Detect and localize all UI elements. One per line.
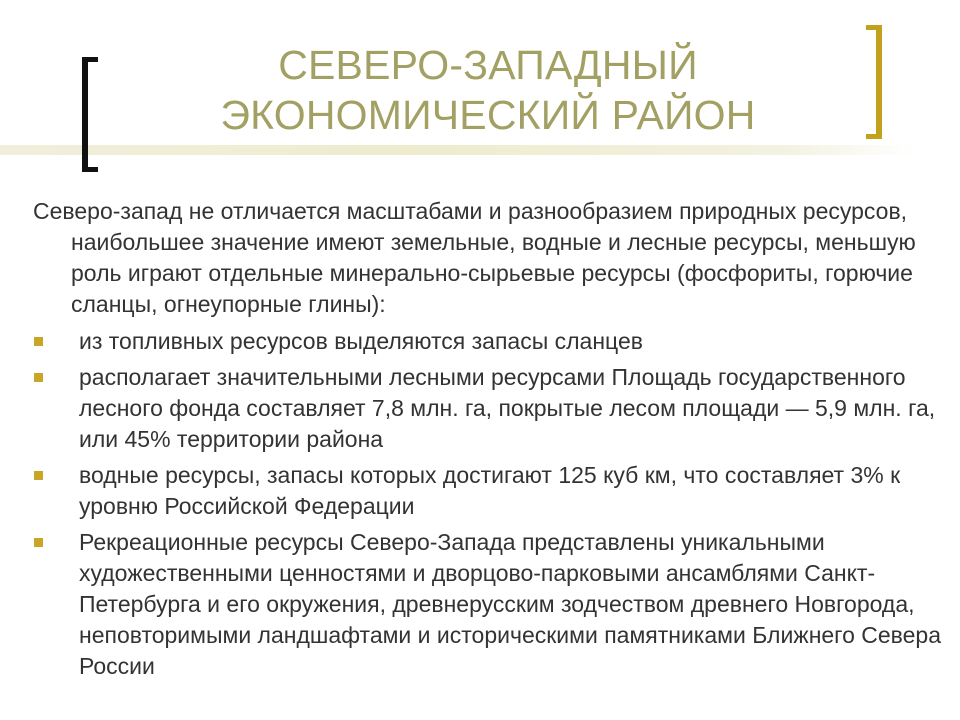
square-bullet-icon	[34, 471, 43, 480]
square-bullet-icon	[34, 538, 43, 547]
bullet-item	[33, 362, 953, 455]
title-line-1: СЕВЕРО-ЗАПАДНЫЙ	[278, 42, 698, 88]
title-underline-band	[0, 145, 915, 155]
title-line-2: ЭКОНОМИЧЕСКИЙ РАЙОН	[220, 92, 756, 138]
bullet-text: Рекреационные ресурсы Северо-Запада представлены уникальными художественными ценностями и дворцово-парковыми ансамблями Санкт-Петербурга и его окружения, древнерусским зодчеством древнего Новгорода, неповторимыми ландшафтами и историческими памятниками Ближнего Севера России	[79, 529, 941, 679]
bullet-text: водные ресурсы, запасы которых достигают 125 куб км, что составляет 3% к уровню Российской Федерации	[79, 462, 901, 519]
bullet-item	[33, 460, 953, 522]
left-bracket-decoration	[82, 57, 98, 172]
square-bullet-icon	[34, 373, 43, 382]
slide-title	[120, 40, 856, 140]
bullet-item	[33, 527, 953, 682]
intro-paragraph: Северо-запад не отличается масштабами и разнообразием природных ресурсов, наибольшее значение имеют земельные, водные и лесные ресурсы, меньшую роль играют отдельные минерально-сырьевые ресурсы (фосфориты, горючие сланцы, огнеупорные глины):	[33, 198, 916, 317]
slide-content	[33, 196, 953, 687]
bullet-item	[33, 326, 953, 357]
bullet-text: из топливных ресурсов выделяются запасы сланцев	[79, 328, 643, 354]
right-bracket-decoration	[866, 25, 882, 139]
square-bullet-icon	[34, 337, 43, 346]
bullet-list	[33, 326, 953, 682]
bullet-text: располагает значительными лесными ресурсами Площадь государственного лесного фонда составляет 7,8 млн. га, покрытые лесом площади — 5,9 млн. га, или 45% территории района	[79, 364, 936, 452]
